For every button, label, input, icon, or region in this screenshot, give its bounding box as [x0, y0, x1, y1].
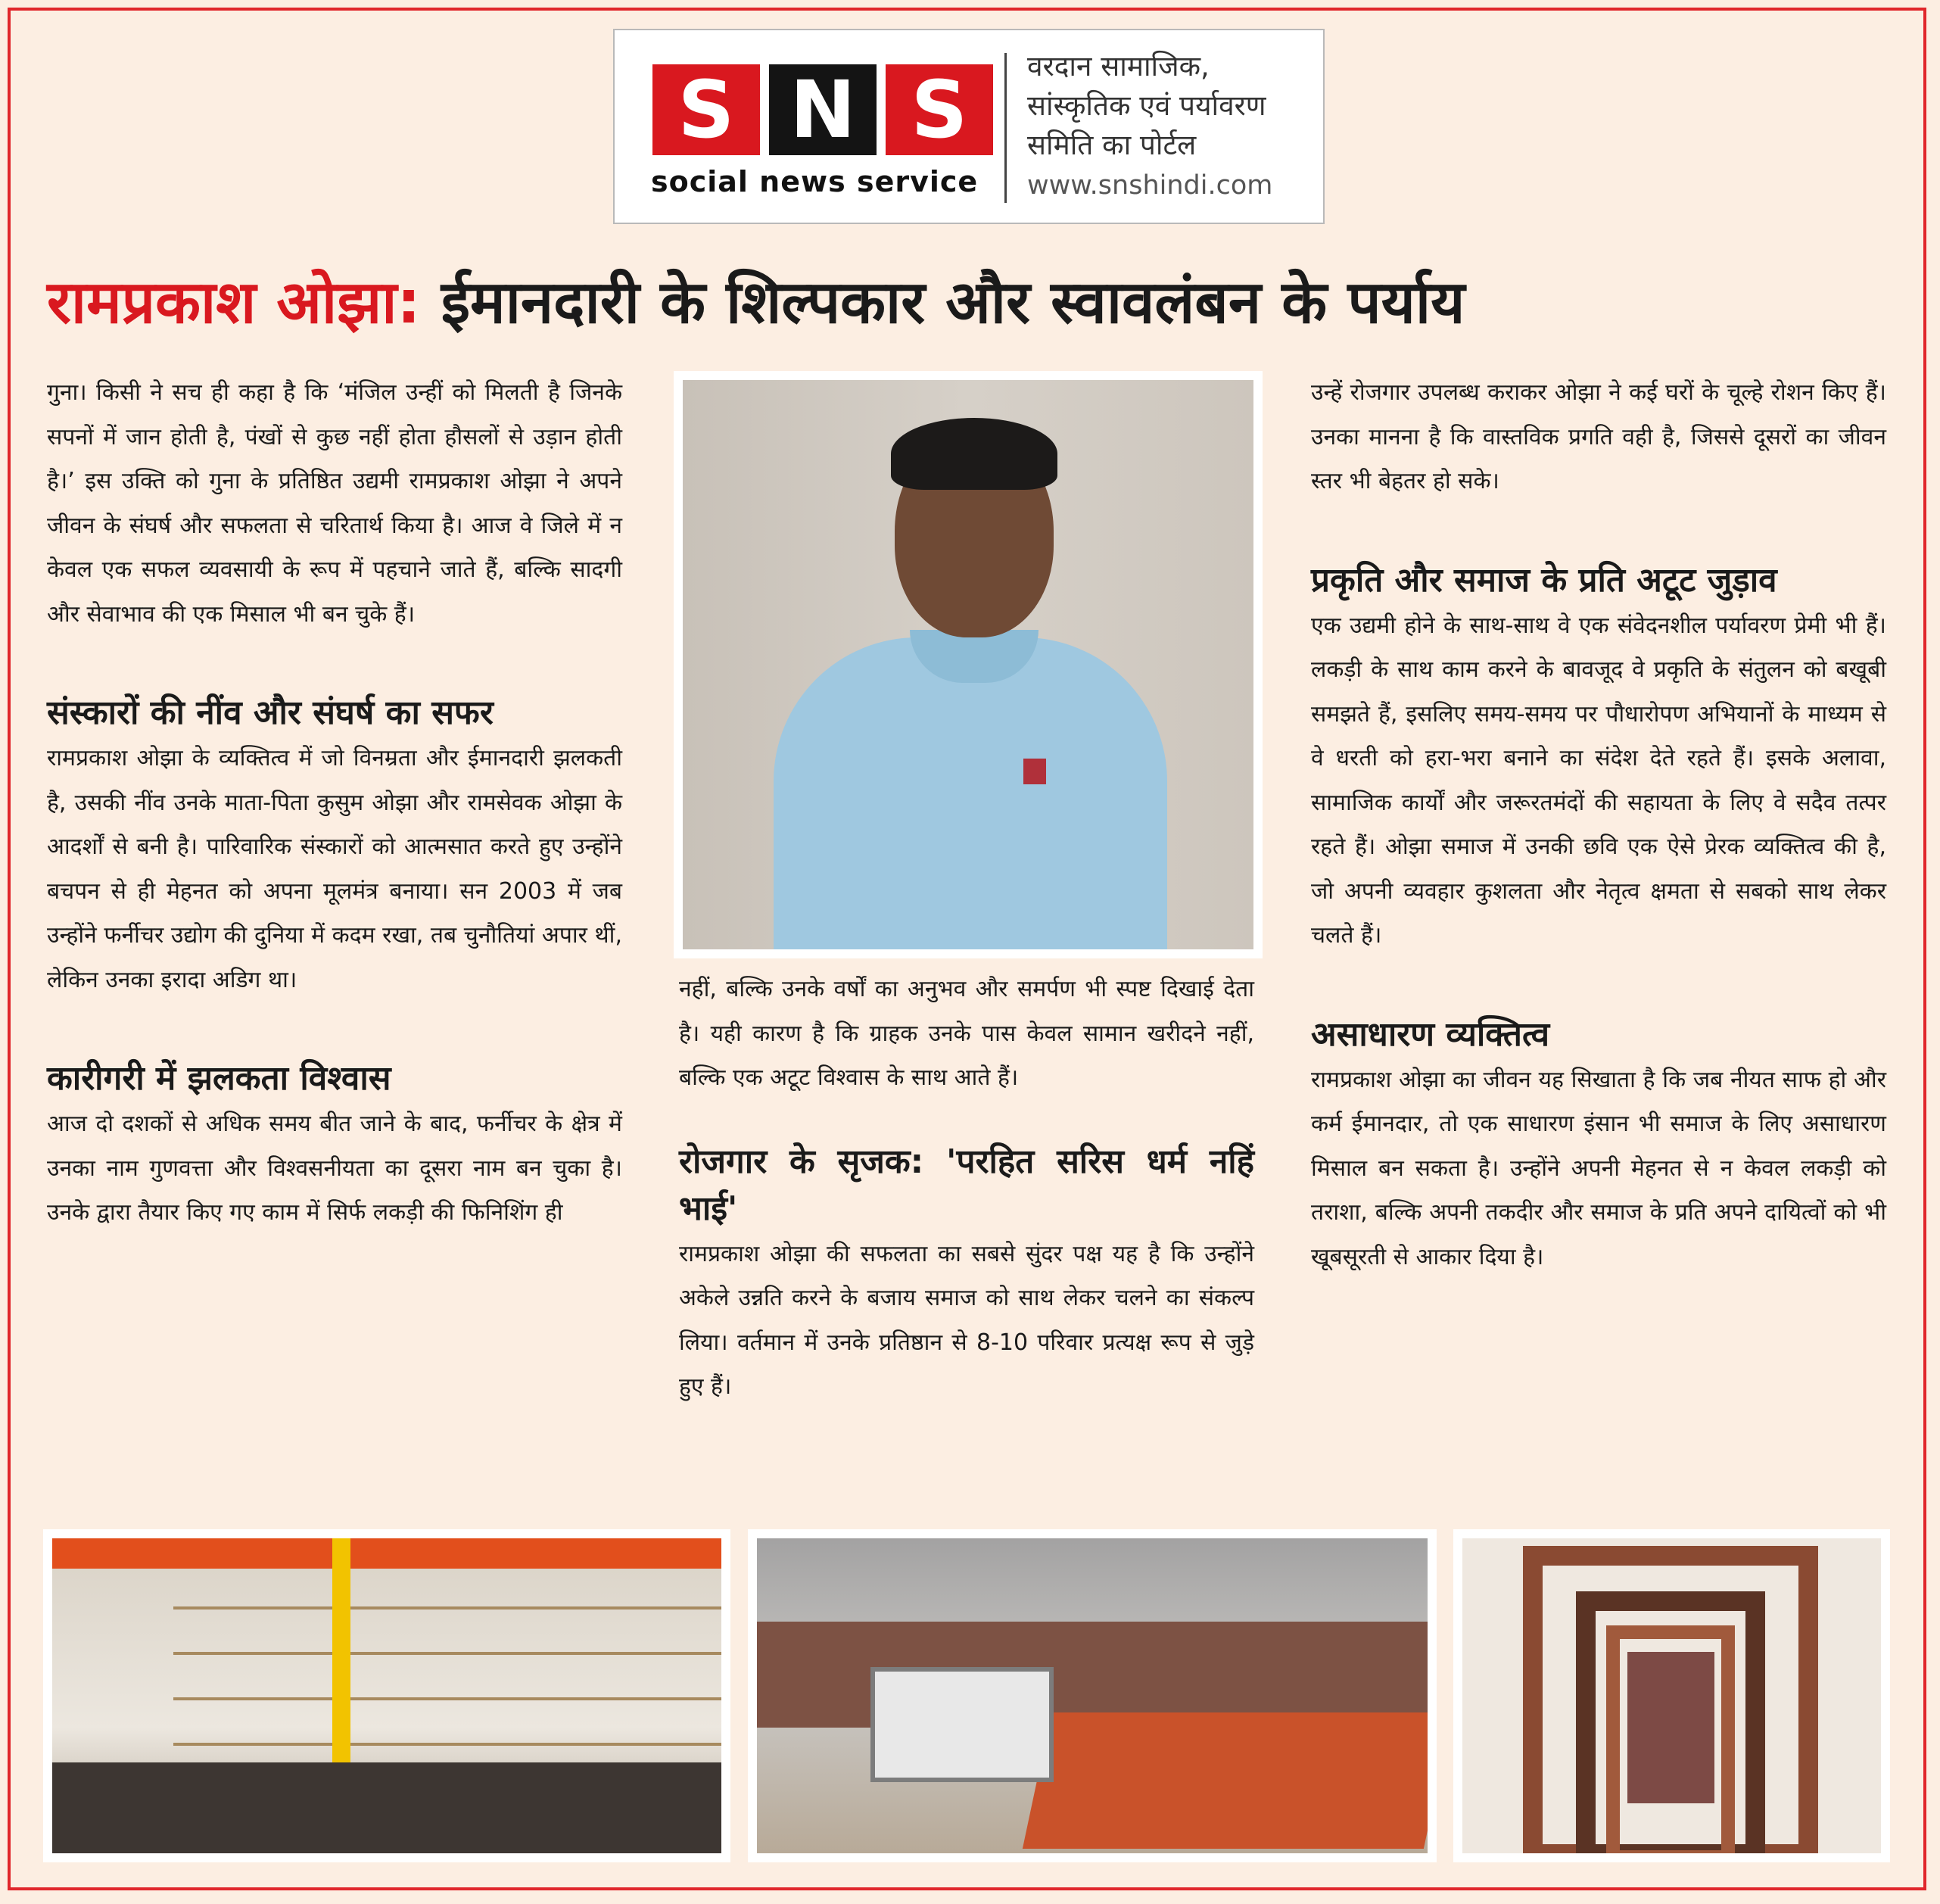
section-paragraph: रामप्रकाश ओझा की सफलता का सबसे सुंदर पक्ष यह है कि उन्होंने अकेले उन्नति करने के बजाय समाज को साथ लेकर चलने का संकल्प लिया। वर्तमान में उनके प्रतिष्ठान से 8-10 परिवार प्रत्यक्ष रूप से जुड़े हुए हैं। [679, 1240, 1254, 1400]
logo-letter-s2: S [886, 64, 993, 155]
wooden-doorframe-photo-icon [1462, 1538, 1881, 1853]
logo-tagline: social news service [651, 165, 979, 198]
headline-rest: ईमानदारी के शिल्पकार और स्वावलंबन के पर्याय [420, 269, 1465, 337]
section-heading: संस्कारों की नींव और संघर्ष का सफर [47, 693, 494, 732]
section-paragraph-continued: नहीं, बल्कि उनके वर्षों का अनुभव और समर्पण भी स्पष्ट दिखाई देता है। यही कारण है कि ग्राहक उनके पास केवल सामान खरीदने नहीं, बल्कि एक अटूट विश्वास के साथ आते हैं। [679, 976, 1254, 1091]
organization-name [1027, 47, 1266, 165]
section-paragraph: रामप्रकाश ओझा के व्यक्तित्व में जो विनम्रता और ईमानदारी झलकती है, उसकी नींव उनके माता-पिता कुसुम ओझा और रामसेवक ओझा के आदर्शों से बनी है। पारिवारिक संस्कारों को आत्मसात करते हुए उन्होंने बचपन से ही मेहनत को अपना मूलमंत्र बनाया। सन 2003 में जब उन्होंने फर्नीचर उद्योग की दुनिया में कदम रखा, तब चुनौतियां अपार थीं, लेकिन उनका इरादा अडिग था। [47, 745, 622, 993]
article-column-middle [679, 968, 1254, 1410]
sns-logo [652, 64, 993, 155]
portal-url[interactable]: www.snshindi.com [1027, 170, 1273, 201]
sofa-set-photo-icon [757, 1538, 1428, 1853]
wooden-doorframe-photo [1453, 1529, 1890, 1862]
headline [47, 261, 1909, 344]
section-heading: कारीगरी में झलकता विश्वास [47, 1059, 391, 1098]
organization-line: वरदान सामाजिक, [1027, 50, 1210, 83]
furniture-shop-photo-icon [52, 1538, 721, 1853]
section-heading: रोजगार के सृजक: 'परहित सरिस धर्म नहिं भाई' [679, 1142, 1254, 1228]
masthead [613, 29, 1325, 224]
logo-letter-s: S [652, 64, 760, 155]
portrait-photo [674, 371, 1263, 958]
sofa-set-photo [748, 1529, 1437, 1862]
section-heading: असाधारण व्यक्तित्व [1311, 1014, 1550, 1054]
article-column-left [47, 371, 622, 1236]
section-paragraph-continued: उन्हें रोजगार उपलब्ध कराकर ओझा ने कई घरों के चूल्हे रोशन किए हैं। उनका मानना है कि वास्तविक प्रगति वही है, जिससे दूसरों का जीवन स्तर भी बेहतर हो सके। [1311, 379, 1886, 494]
organization-line: समिति का पोर्टल [1027, 129, 1197, 161]
section-paragraph: रामप्रकाश ओझा का जीवन यह सिखाता है कि जब नीयत साफ हो और कर्म ईमानदार, तो एक साधारण इंसान भी समाज के लिए असाधारण मिसाल बन सकता है। उन्होंने अपनी मेहनत से न केवल लकड़ी को तराशा, बल्कि अपनी तकदीर और समाज के प्रति अपने दायित्वों को भी खूबसूरती से आकार दिया है। [1311, 1066, 1886, 1270]
article-column-right [1311, 371, 1886, 1279]
headline-name: रामप्रकाश ओझा: [47, 269, 421, 337]
intro-paragraph: गुना। किसी ने सच ही कहा है कि ‘मंजिल उन्हीं को मिलती है जिनके सपनों में जान होती है, पंखों से कुछ नहीं होता हौसलों से उड़ान होती है।’ इस उक्ति को गुना के प्रतिष्ठित उद्यमी रामप्रकाश ओझा ने अपने जीवन के संघर्ष और सफलता से चरितार्थ किया है। आज वे जिले में न केवल एक सफल व्यवसायी के रूप में पहचाने जाते हैं, बल्कि सादगी और सेवाभाव की एक मिसाल भी बन चुके हैं। [47, 379, 622, 628]
person-portrait-photo-icon [683, 380, 1253, 949]
furniture-shop-photo [43, 1529, 730, 1862]
section-paragraph: एक उद्यमी होने के साथ-साथ वे एक संवेदनशील पर्यावरण प्रेमी भी हैं। लकड़ी के साथ काम करने के बावजूद वे प्रकृति के संतुलन को बखूबी समझते हैं, इसलिए समय-समय पर पौधारोपण अभियानों के माध्यम से वे धरती को हरा-भरा बनाने का संदेश देते रहते हैं। इसके अलावा, सामाजिक कार्यों और जरूरतमंदों की सहायता के लिए वे सदैव तत्पर रहते हैं। ओझा समाज में उनकी छवि एक ऐसे प्रेरक व्यक्तित्व की है, जो अपनी व्यवहार कुशलता और नेतृत्व क्षमता से सबको साथ लेकर चलते हैं। [1311, 612, 1886, 949]
organization-line: सांस्कृतिक एवं पर्यावरण [1027, 89, 1266, 122]
section-paragraph: आज दो दशकों से अधिक समय बीत जाने के बाद, फर्नीचर के क्षेत्र में उनका नाम गुणवत्ता और विश्वसनीयता का दूसरा नाम बन चुका है। उनके द्वारा तैयार किए गए काम में सिर्फ लकड़ी की फिनिशिंग ही [47, 1111, 622, 1226]
section-heading: प्रकृति और समाज के प्रति अटूट जुड़ाव [1311, 560, 1777, 600]
masthead-divider [1004, 53, 1007, 203]
logo-letter-n: N [769, 64, 877, 155]
